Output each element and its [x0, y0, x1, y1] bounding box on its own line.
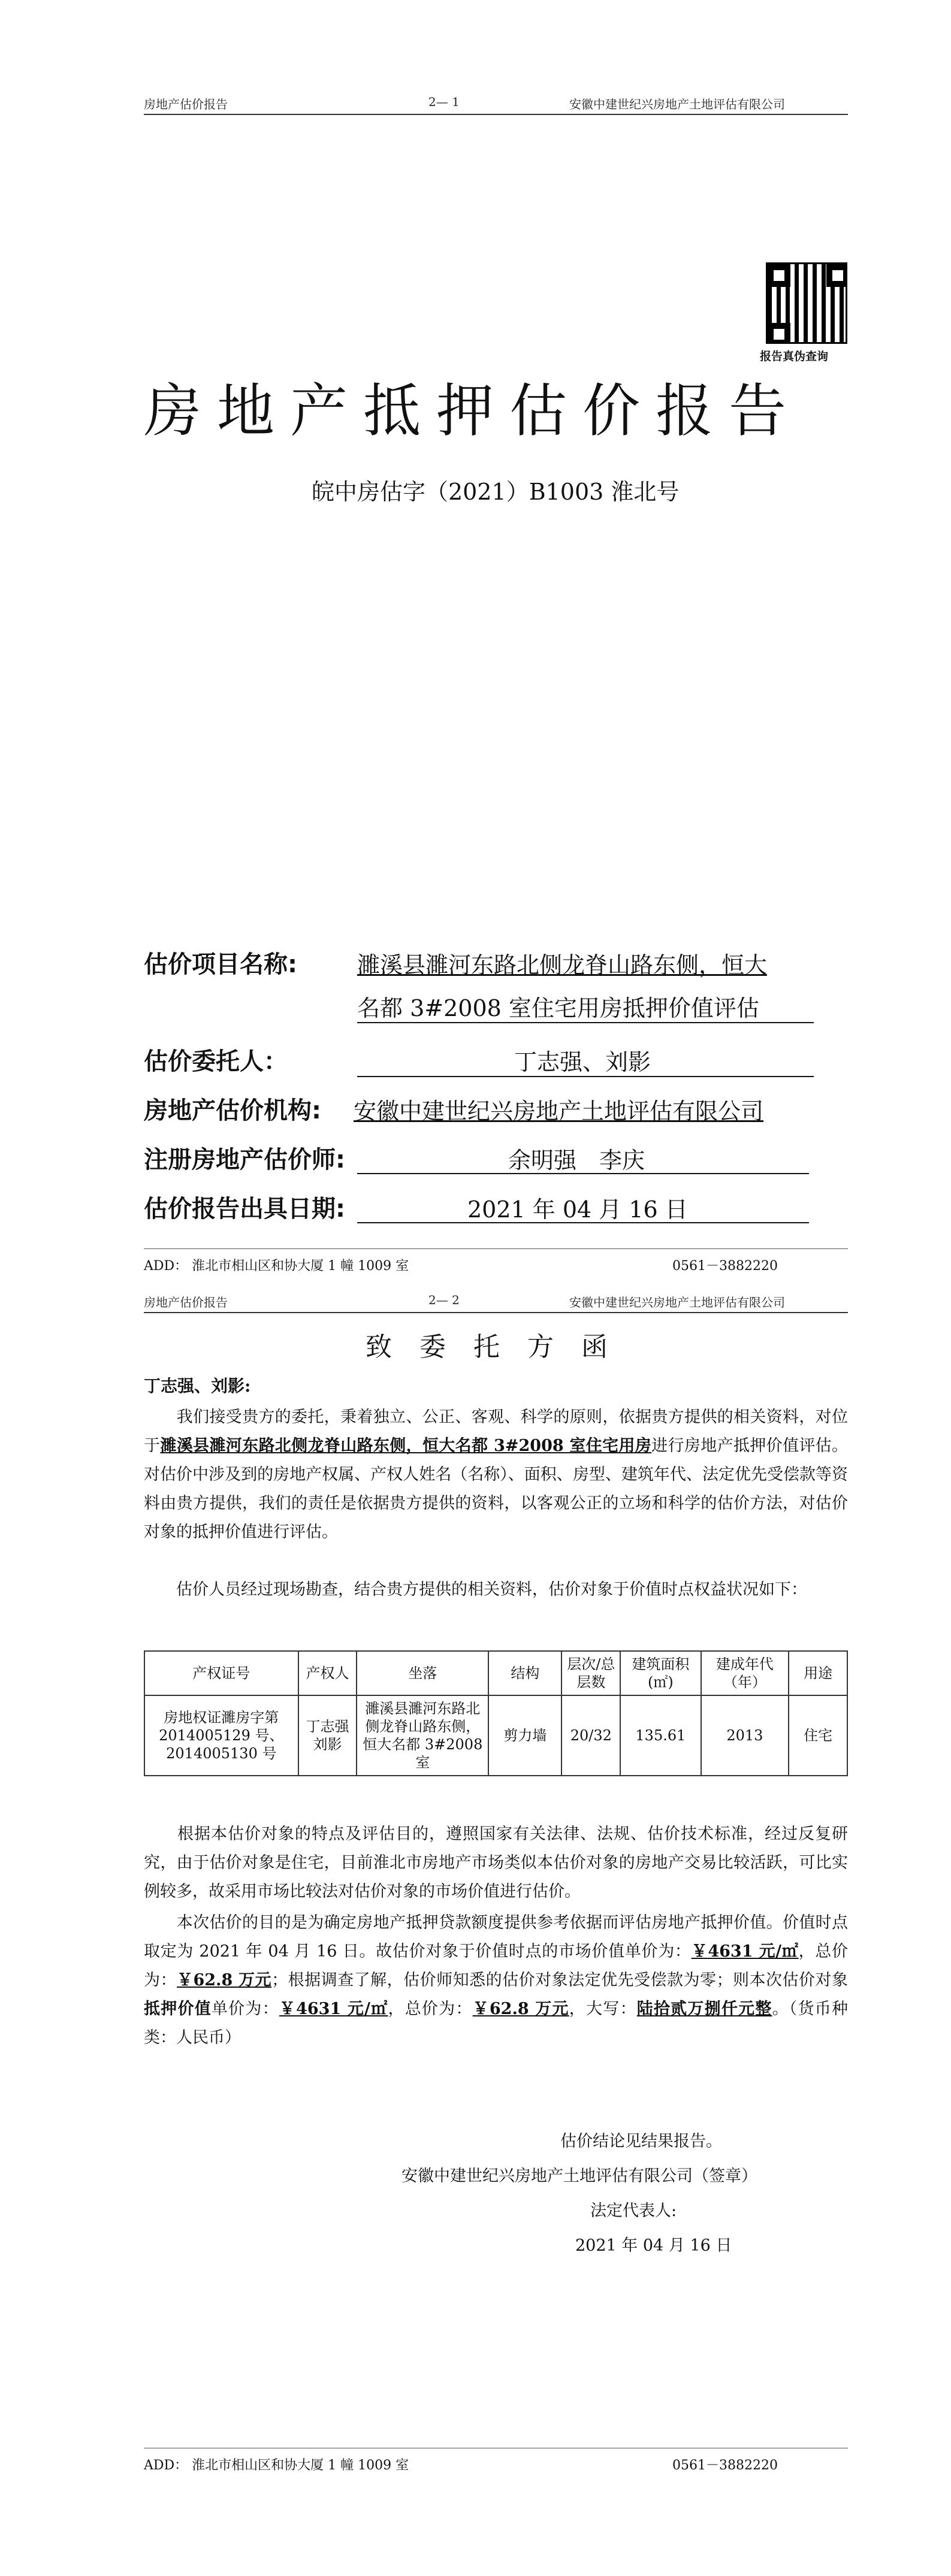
market-unit-price: ￥4631 元/㎡ [691, 1942, 799, 1961]
table-header-cell: 层次/总层数 [561, 1651, 620, 1695]
table-cell: 剪力墙 [488, 1695, 561, 1776]
client-label: 估价委托人： [144, 1048, 288, 1075]
property-location-highlight: 濉溪县濉河东路北侧龙脊山路东侧，恒大名都 3#2008 室住宅用房 [160, 1437, 652, 1455]
report-date-underline [357, 1222, 809, 1223]
legal-representative: 法定代表人: [590, 2202, 677, 2220]
report-number: 皖中房估字（2021）B1003 淮北号 [312, 479, 680, 505]
table-cell: 20/32 [561, 1695, 620, 1776]
client-value: 丁志强、刘影 [514, 1049, 651, 1075]
qr-caption: 报告真伪查询 [760, 350, 829, 363]
page1-header-page-number: 2— 1 [428, 95, 460, 109]
table-header-cell: 建筑面积(㎡) [620, 1651, 701, 1695]
table-header-cell: 坐落 [357, 1651, 488, 1695]
qr-code-icon[interactable] [766, 262, 847, 344]
page2-footer-address: ADD： 淮北市相山区和协大厦 1 幢 1009 室 [144, 2458, 409, 2473]
project-underline [357, 1022, 814, 1023]
client-underline [357, 1076, 814, 1077]
page2-header-company: 安徽中建世纪兴房地产土地评估有限公司 [569, 1295, 785, 1310]
letter-salutation: 丁志强、刘影: [144, 1376, 251, 1396]
page2-header-page-number: 2— 2 [428, 1293, 460, 1307]
table-cell: 135.61 [620, 1695, 701, 1776]
mortgage-unit-price: ￥4631 元/㎡ [279, 2000, 388, 2018]
table-cell: 2013 [701, 1695, 789, 1776]
letter-paragraph-3: 根据本估价对象的特点及评估目的，遵照国家有关法律、法规、估价技术标准，经过反复研究，由于估价对象是住宅，目前淮北市房地产市场类似本估价对象的房地产交易比较活跃，可比实例较多，故采用市场比较法对估价对象的市场价值进行估价。 [144, 1825, 848, 1901]
appraiser-value: 余明强 李庆 [508, 1147, 645, 1174]
page2-header-rule [144, 1312, 848, 1313]
agency-value: 安徽中建世纪兴房地产土地评估有限公司 [354, 1098, 764, 1124]
project-name-label: 估价项目名称: [144, 951, 297, 978]
amount-in-words: 陆拾贰万捌仟元整 [636, 2000, 772, 2018]
table-cell: 丁志强 刘影 [298, 1695, 357, 1776]
table-cell: 濉溪县濉河东路北侧龙脊山路东侧，恒大名都 3#2008 室 [357, 1695, 488, 1776]
project-name-line2: 名都 3#2008 室住宅用房抵押价值评估 [357, 995, 759, 1021]
table-header-cell: 产权人 [298, 1651, 357, 1695]
table-header-cell: 用途 [789, 1651, 847, 1695]
project-name-line1: 濉溪县濉河东路北侧龙脊山路东侧，恒大 [357, 952, 768, 978]
report-title: 房地产抵押估价报告 [144, 377, 802, 445]
page1-header-rule [144, 114, 848, 115]
page1-header-company: 安徽中建世纪兴房地产土地评估有限公司 [569, 97, 785, 111]
appraiser-underline [357, 1173, 809, 1174]
table-header-cell: 结构 [488, 1651, 561, 1695]
page1-footer-rule [144, 1248, 848, 1249]
mortgage-total-price: ￥62.8 万元 [472, 2000, 569, 2018]
table-row [144, 1695, 847, 1776]
letter-paragraph-2: 估价人员经过现场勘查，结合贵方提供的相关资料，估价对象于价值时点权益状况如下： [144, 1580, 807, 1599]
table-header-cell: 产权证号 [144, 1651, 298, 1695]
agency-label: 房地产估价机构: [144, 1097, 321, 1124]
letter-paragraph-4: 本次估价的目的是为确定房地产抵押贷款额度提供参考依据而评估房地产抵押价值。价值时点取定为 2021 年 04 月 16 日。故估价对象于价值时点的市场价值单价为：￥4631 元/㎡，总价为：￥62.8 万元；根据调查了解，估价师知悉的估价对象法定优先受偿款为零；则本次估价对象抵押价值单价为：￥4631 元/㎡，总价为：￥62.8 万元，大写：陆拾贰万捌仟元整。（货币种类：人民币） [144, 1913, 849, 2047]
page1-footer-phone: 0561－3882220 [672, 1259, 778, 1274]
letter-paragraph-1: 我们接受贵方的委托，秉着独立、公正、客观、科学的原则，依据贵方提供的相关资料，对位于濉溪县濉河东路北侧龙脊山路东侧，恒大名都 3#2008 室住宅用房进行房地产抵押价值评估。对估价中涉及到的房地产权属、产权人姓名（名称）、面积、房型、建筑年代、法定优先受偿款等资料由贵方提供，我们的责任是依据贵方提供的资料，以客观公正的立场和科学的估价方法，对估价对象的抵押价值进行评估。 [144, 1408, 849, 1541]
letter-date: 2021 年 04 月 16 日 [575, 2236, 732, 2255]
appraiser-label: 注册房地产估价师: [144, 1146, 345, 1174]
table-cell: 房地权证濉房字第 2014005129 号、2014005130 号 [144, 1695, 298, 1776]
letter-signer: 安徽中建世纪兴房地产土地评估有限公司（签章） [401, 2167, 757, 2185]
page1-header-left: 房地产估价报告 [144, 97, 228, 111]
property-rights-table [144, 1650, 848, 1776]
page2-footer-phone: 0561－3882220 [672, 2458, 778, 2473]
report-date-label: 估价报告出具日期: [144, 1195, 345, 1223]
letter-title: 致 委 托 方 函 [366, 1332, 617, 1362]
market-total-price: ￥62.8 万元 [177, 1971, 272, 1990]
page2-header-left: 房地产估价报告 [144, 1295, 228, 1310]
table-header-cell: 建成年代（年） [701, 1651, 789, 1695]
table-cell: 住宅 [789, 1695, 847, 1776]
letter-closing: 估价结论见结果报告。 [560, 2132, 722, 2151]
page1-footer-address: ADD： 淮北市相山区和协大厦 1 幢 1009 室 [144, 1259, 409, 1274]
report-date-value: 2021 年 04 月 16 日 [467, 1196, 688, 1223]
table-header-row [144, 1651, 847, 1695]
